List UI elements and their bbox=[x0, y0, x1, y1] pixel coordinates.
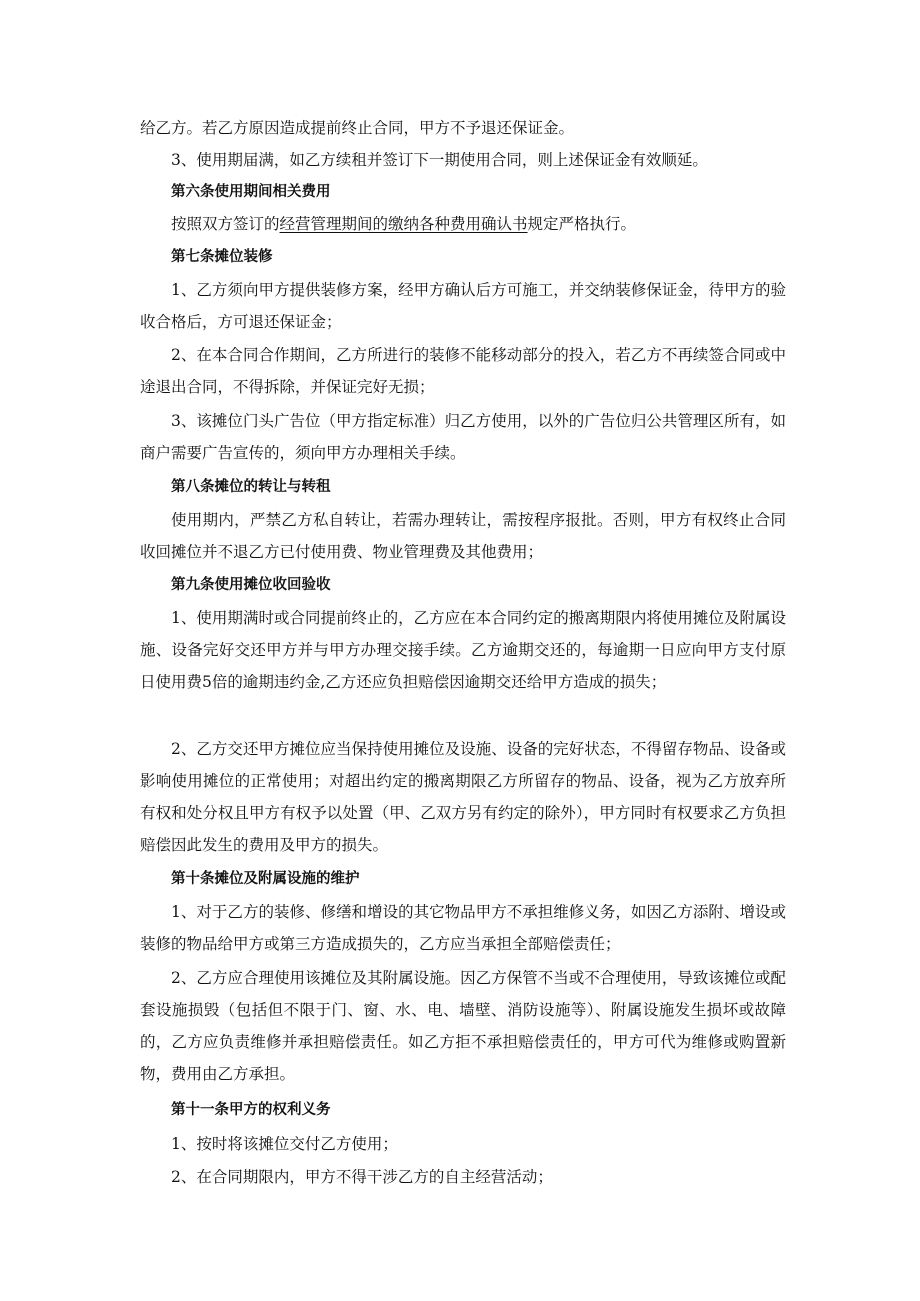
article-heading: 第七条摊位装修 bbox=[171, 249, 273, 265]
paragraph-no-interference bbox=[140, 1161, 786, 1193]
text-before-link: 按照双方签订的 bbox=[171, 215, 280, 233]
article-heading: 第九条使用摊位收回验收 bbox=[171, 577, 331, 593]
paragraph-renovation-plan bbox=[140, 274, 786, 338]
paragraph-advertising bbox=[140, 405, 786, 469]
paragraph-text: 1、使用期满时或合同提前终止的，乙方应在本合同约定的搬离期限内将使用摊位及附属设施、设备完好交还甲方并与甲方办理交接手续。乙方逾期交还的，每逾期一日应向甲方支付原日使用费5倍的逾期违约金,乙方还应负担赔偿因逾期交还给甲方造成的损失； bbox=[140, 609, 786, 691]
paragraph-text: 给乙方。若乙方原因造成提前终止合同，甲方不予退还保证金。 bbox=[140, 119, 575, 137]
fee-confirmation-reference: 经营管理期间的缴纳各种费用确认书 bbox=[279, 215, 528, 233]
paragraph-text: 1、按时将该摊位交付乙方使用； bbox=[171, 1135, 398, 1153]
paragraph-text: 1、对于乙方的装修、修缮和增设的其它物品甲方不承担维修义务，如因乙方添附、增设或装修的物品给甲方或第三方造成损失的，乙方应当承担全部赔偿责任； bbox=[140, 903, 786, 953]
paragraph-handover bbox=[140, 1128, 786, 1160]
article-heading: 第八条摊位的转让与转租 bbox=[171, 479, 331, 495]
paragraph-text: 2、在合同期限内，甲方不得干涉乙方的自主经营活动； bbox=[171, 1168, 553, 1186]
paragraph-transfer bbox=[140, 504, 786, 568]
article-heading: 第十一条甲方的权利义务 bbox=[171, 1102, 331, 1118]
heading-article-10 bbox=[140, 863, 786, 895]
paragraph-maintenance-liability bbox=[140, 896, 786, 960]
paragraph-text: 1、乙方须向甲方提供装修方案，经甲方确认后方可施工，并交纳装修保证金，待甲方的验收合格后，方可退还保证金； bbox=[140, 281, 786, 331]
paragraph-text: 3、该摊位门头广告位（甲方指定标准）归乙方使用，以外的广告位归公共管理区所有，如商户需要广告宣传的，须向甲方办理相关手续。 bbox=[140, 412, 786, 462]
paragraph-renovation-fixed bbox=[140, 339, 786, 403]
paragraph-text: 使用期内，严禁乙方私自转让，若需办理转让，需按程序报批。否则，甲方有权终止合同收回摊位并不退乙方已付使用费、物业管理费及其他费用； bbox=[140, 511, 786, 561]
paragraph-deposit-extend bbox=[140, 144, 786, 176]
paragraph-text bbox=[140, 208, 786, 240]
heading-article-9 bbox=[140, 569, 786, 601]
paragraph-text: 2、乙方交还甲方摊位应当保持使用摊位及设施、设备的完好状态，不得留存物品、设备或影响使用摊位的正常使用；对超出约定的搬离期限乙方所留存的物品、设备，视为乙方放弃所有权和处分权且甲方有权予以处置（甲、乙双方另有约定的除外），甲方同时有权要求乙方负担赔偿因此发生的费用及甲方的损失。 bbox=[140, 740, 786, 854]
paragraph-return bbox=[140, 602, 786, 698]
paragraph-proper-use bbox=[140, 962, 786, 1090]
paragraph-text: 2、乙方应合理使用该摊位及其附属设施。因乙方保管不当或不合理使用，导致该摊位或配套设施损毁（包括但不限于门、窗、水、电、墙壁、消防设施等）、附属设施发生损坏或故障的，乙方应负责维修并承担赔偿责任。如乙方拒不承担赔偿责任的，甲方可代为维修或购置新物，费用由乙方承担。 bbox=[140, 969, 786, 1083]
article-heading: 第六条使用期间相关费用 bbox=[171, 184, 331, 200]
paragraph-deposit-end bbox=[140, 112, 786, 144]
paragraph-return-condition bbox=[140, 733, 786, 861]
heading-article-8 bbox=[140, 471, 786, 503]
heading-article-7 bbox=[140, 241, 786, 273]
paragraph-text: 2、在本合同合作期间，乙方所进行的装修不能移动部分的投入，若乙方不再续签合同或中途退出合同，不得拆除，并保证完好无损； bbox=[140, 346, 786, 396]
paragraph-fees bbox=[140, 208, 786, 240]
text-after-link: 规定严格执行。 bbox=[527, 215, 637, 233]
heading-article-6 bbox=[140, 176, 786, 208]
paragraph-text: 3、使用期届满，如乙方续租并签订下一期使用合同，则上述保证金有效顺延。 bbox=[171, 151, 708, 169]
article-heading: 第十条摊位及附属设施的维护 bbox=[171, 871, 360, 887]
heading-article-11 bbox=[140, 1094, 786, 1126]
